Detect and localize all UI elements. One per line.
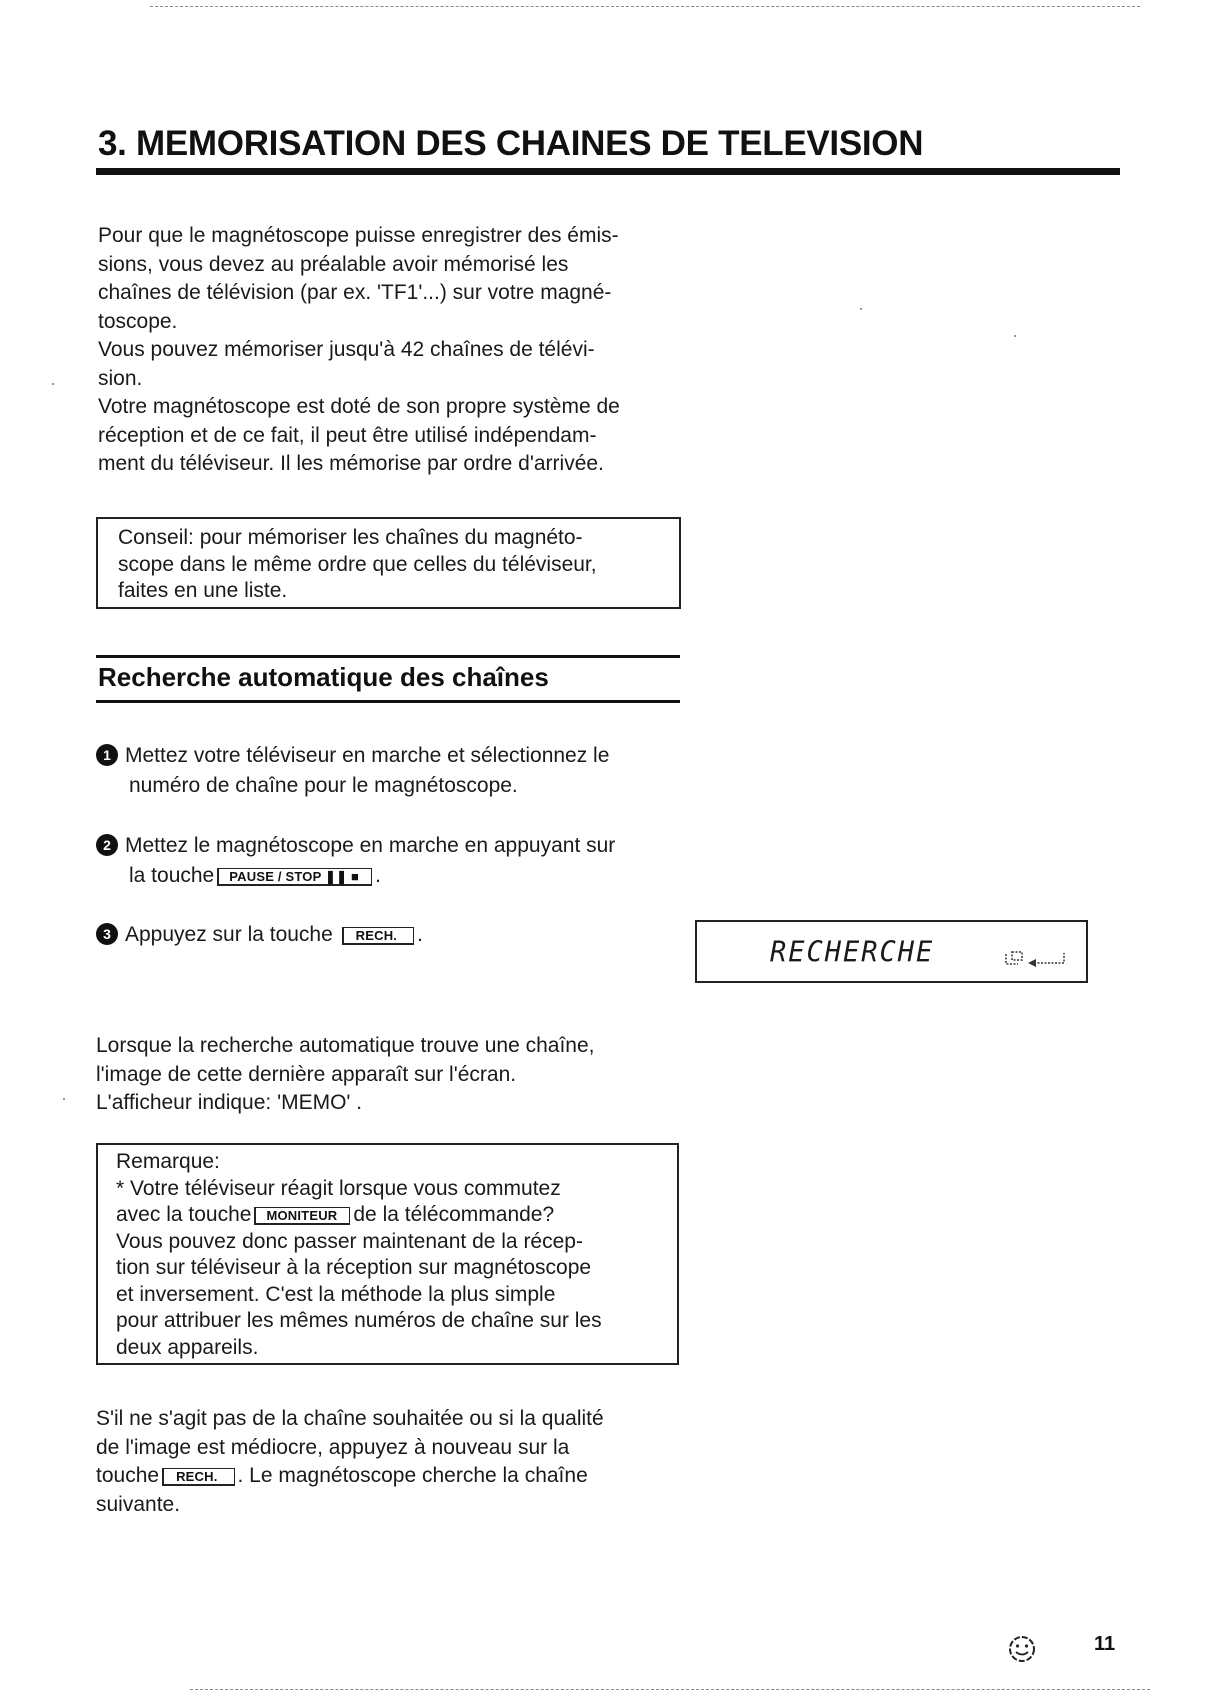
step-1	[96, 741, 609, 800]
final-line: suivante.	[96, 1492, 181, 1516]
intro-line: ment du téléviseur. Il les mémorise par ordre d'arrivée.	[98, 452, 604, 475]
scan-edge-top	[150, 6, 1140, 7]
final-text: touche	[96, 1464, 160, 1487]
intro-line: sions, vous devez au préalable avoir mémorisé les	[98, 252, 569, 276]
language-face-icon	[1005, 1632, 1039, 1666]
intro-line: Vous pouvez mémoriser jusqu'à 42 chaînes de télévi-	[98, 338, 595, 361]
moniteur-key: MONITEUR	[254, 1207, 350, 1225]
step-number-badge: 1	[96, 744, 118, 766]
final-text: . Le magnétoscope cherche la chaîne	[237, 1464, 588, 1487]
step-text: Appuyez sur la touche	[125, 923, 333, 946]
section-rule-bottom	[96, 700, 680, 703]
remark-line: pour attribuer les mêmes numéros de chaîne sur les	[116, 1309, 602, 1332]
intro-line: chaînes de télévision (par ex. 'TF1'...) sur votre magné-	[98, 281, 612, 304]
final-line: S'il ne s'agit pas de la chaîne souhaitée ou si la qualité	[96, 1407, 604, 1430]
scan-speck	[52, 383, 54, 385]
after-search-line: Lorsque la recherche automatique trouve une chaîne,	[96, 1034, 595, 1057]
intro-line: Pour que le magnétoscope puisse enregistrer des émis-	[98, 224, 619, 247]
step-number-badge: 2	[96, 834, 118, 856]
remark-line: * Votre téléviseur réagit lorsque vous commutez	[116, 1176, 561, 1200]
tip-line: faites en une liste.	[118, 579, 288, 602]
intro-line: Votre magnétoscope est doté de son propre système de	[98, 395, 620, 418]
page-title: 3. MEMORISATION DES CHAINES DE TELEVISION	[98, 124, 924, 163]
remark-heading: Remarque:	[116, 1150, 220, 1173]
scan-speck	[63, 1098, 65, 1100]
step-text: .	[375, 863, 381, 887]
step-text: Mettez le magnétoscope en marche en appuyant sur	[125, 834, 616, 857]
step-3	[96, 920, 423, 950]
remark-text: avec la touche	[116, 1203, 252, 1226]
rech-key: RECH.	[342, 927, 414, 945]
rech-key: RECH.	[162, 1468, 234, 1486]
vcr-display-text: RECHERCHE	[770, 936, 935, 969]
after-search-line: L'afficheur indique: 'MEMO' .	[96, 1091, 363, 1114]
intro-line: toscope.	[98, 309, 178, 333]
section-title: Recherche automatique des chaînes	[98, 662, 549, 692]
pause-stop-key: PAUSE / STOP ❚❚ ■	[217, 868, 372, 886]
scan-speck	[860, 308, 862, 310]
step-text: .	[417, 923, 423, 946]
step-2	[96, 831, 615, 890]
title-rule	[96, 168, 1120, 175]
step-text: Mettez votre téléviseur en marche et sélectionnez le	[125, 744, 610, 767]
step-text: la touche	[129, 863, 215, 887]
remark-box	[96, 1143, 679, 1365]
intro-line: réception et de ce fait, il peut être utilisé indépendam-	[98, 423, 597, 447]
remark-line: Vous pouvez donc passer maintenant de la récep-	[116, 1229, 583, 1253]
scan-edge-bottom	[190, 1689, 1150, 1690]
intro-line: sion.	[98, 366, 143, 390]
remark-line: deux appareils.	[116, 1335, 259, 1359]
step-text-line2	[96, 861, 615, 891]
tip-box	[96, 517, 681, 609]
remark-line: et inversement. C'est la méthode la plus simple	[116, 1282, 556, 1306]
page-number: 11	[1094, 1633, 1116, 1655]
remark-text: de la télécommande?	[353, 1203, 555, 1226]
after-search-line: l'image de cette dernière apparaît sur l'écran.	[96, 1062, 517, 1086]
tip-line: Conseil: pour mémoriser les chaînes du magnéto-	[118, 526, 583, 549]
final-line: de l'image est médiocre, appuyez à nouveau sur la	[96, 1435, 570, 1459]
remark-line: tion sur téléviseur à la réception sur magnétoscope	[116, 1256, 592, 1279]
after-search-paragraph	[96, 1032, 595, 1118]
remark-line	[116, 1202, 602, 1229]
tip-line: scope dans le même ordre que celles du téléviseur,	[118, 552, 597, 576]
scan-speck	[1014, 335, 1016, 337]
display-indicator-icon	[1004, 948, 1070, 968]
section-rule-top	[96, 655, 680, 658]
intro-paragraph	[98, 222, 620, 479]
step-text: numéro de chaîne pour le magnétoscope.	[129, 773, 518, 797]
final-paragraph	[96, 1405, 604, 1519]
step-number-badge: 3	[96, 923, 118, 945]
final-line	[96, 1462, 604, 1491]
